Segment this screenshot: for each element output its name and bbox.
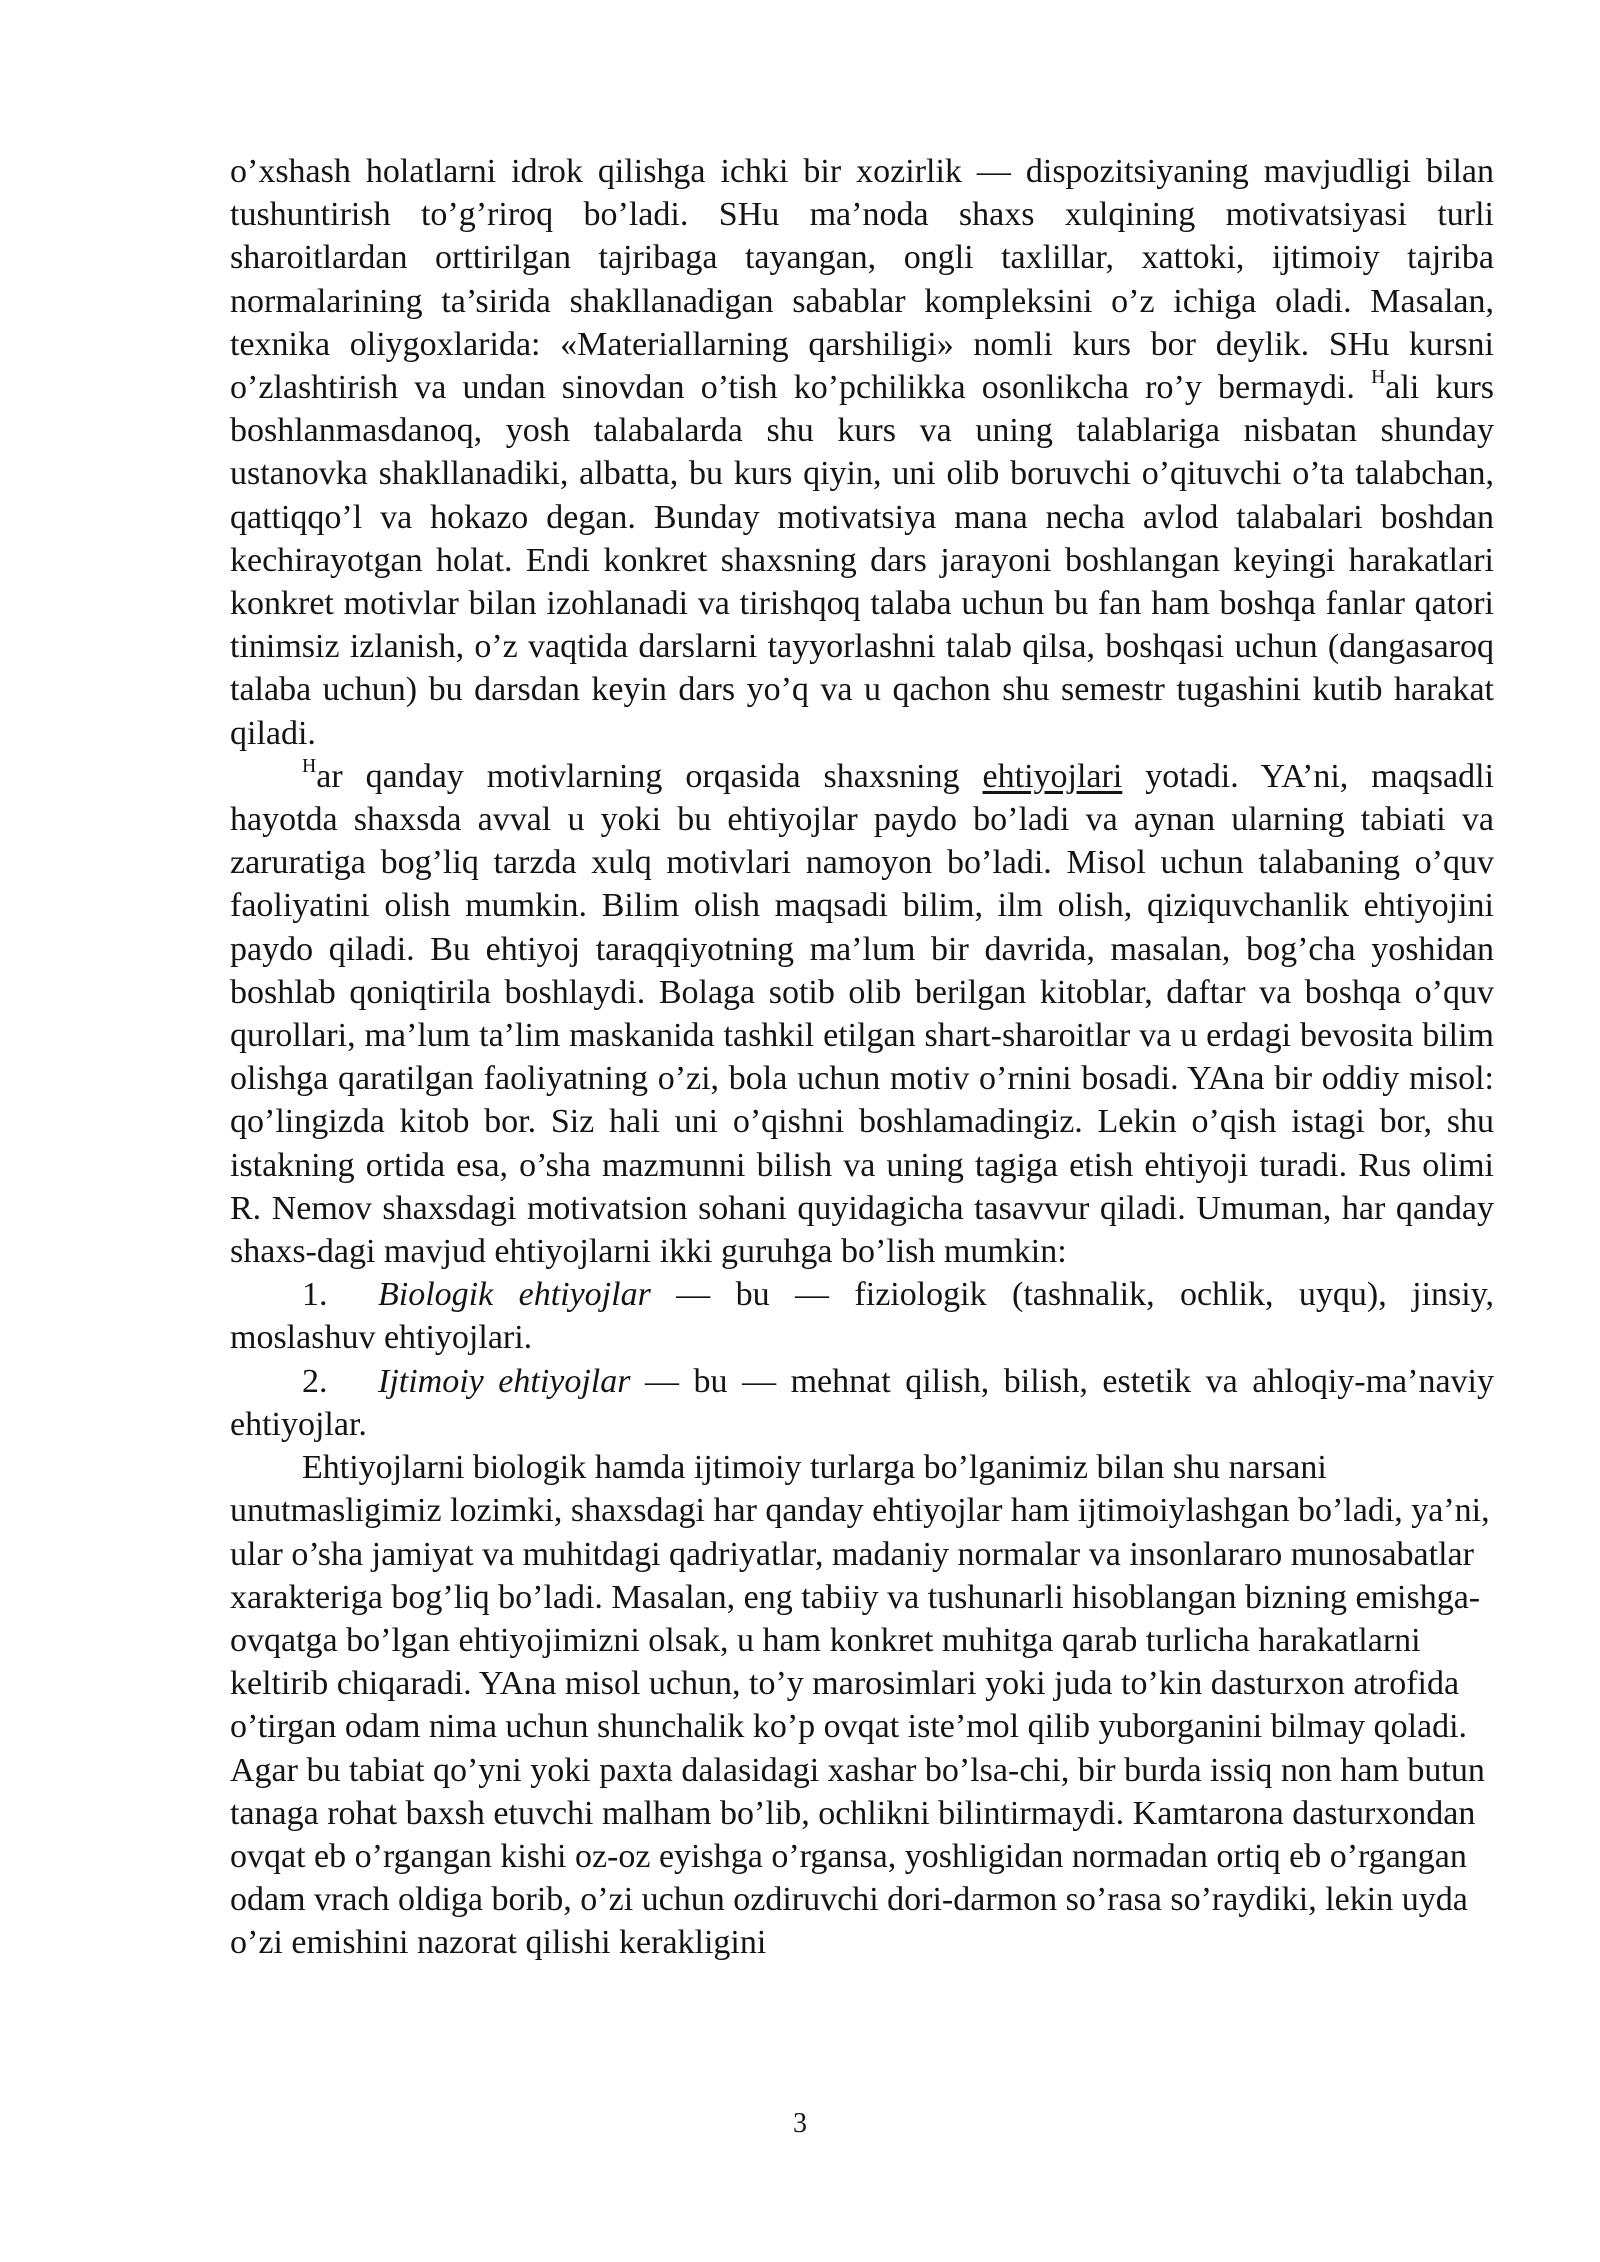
paragraph-text: o’xshash holatlarni idrok qilishga ichki bir xozirlik — dispozitsiyaning mavjudligi bilan tushuntirish to’g’riroq bo’ladi. SHu ma’noda shaxs xulqining motivatsiyasi turli sharoitlardan orttirilgan tajribaga tayangan, ongli taxlillar, xattoki, ijtimoiy tajriba normalarining ta’sirida shakllanadigan sabablar kompleksini o’z ichiga oladi. Masalan, texnika oliygoxlarida: «Materiallarning qarshiligi» nomli kurs bor deylik. SHu kursni o’zlashtirish va undan sinovdan o’tish ko’pchilikka osonlikcha ro’y bermaydi.	[230, 153, 1494, 407]
list-text: — bu — fiziologik (tashnalik, ochlik, uyqu), jinsiy, moslashuv ehtiyojlari.	[230, 1276, 1494, 1357]
list-term: Ijtimoiy ehtiyojlar	[378, 1362, 631, 1400]
list-text: — bu — mehnat qilish, bilish, estetik va ahloqiy-ma’naviy ehtiyojlar.	[230, 1362, 1494, 1443]
paragraph-text: ali kurs boshlanmasdanoq, yosh talabalarda shu kurs va uning talablariga nisbatan shunday ustanovka shakllanadiki, albatta, bu kurs qiyin, uni olib boruvchi o’qituvchi o’ta talabchan, qattiqqo’l va hokazo degan. Bunday motivatsiya mana necha avlod talabalari boshdan kechirayotgan holat. Endi konkret shaxsning dars jarayoni boshlangan keyingi harakatlari konkret motivlar bilan izohlanadi va tirishqoq talaba uchun bu fan ham boshqa fanlar qatori tinimsiz izlanish, o’z vaqtida darslarni tayyorlashni talab qilsa, boshqasi uchun (dangasaroq talaba uchun) bu darsdan keyin dars yo’q va u qachon shu semestr tugashini kutib harakat qiladi.	[230, 369, 1495, 752]
paragraph	[230, 755, 1494, 1273]
superscript-letter: H	[302, 755, 317, 778]
paragraph: Ehtiyojlarni biologik hamda ijtimoiy turlarga bo’lganimiz bilan shu narsani unutmasligimiz lozimki, shaxsdagi har qanday ehtiyojlar ham ijtimoiylashgan bo’ladi, ya’ni, ular o’sha jamiyat va muhitdagi qadriyatlar, madaniy normalar va insonlararo munosabatlar xarakteriga bog’liq bo’ladi. Masalan, eng tabiiy va tushunarli hisoblangan bizning emishga-ovqatga bo’lgan ehtiyojimizni olsak, u ham konkret muhitga qarab turlicha harakatlarni keltirib chiqaradi. YAna misol uchun, to’y marosimlari yoki juda to’kin dasturxon atrofida o’tirgan odam nima uchun shunchalik ko’p ovqat iste’mol qilib yuborganini bilmay qoladi. Agar bu tabiat qo’yni yoki paxta dalasidagi xashar bo’lsa-chi, bir burda issiq non ham butun tanaga rohat baxsh etuvchi malham bo’lib, ochlikni bilintirmaydi. Kamtarona dasturxondan ovqat eb o’rgangan kishi oz-oz eyishga o’rgansa, yoshligidan normadan ortiq eb o’rgangan odam vrach oldiga borib, o’zi uchun ozdiruvchi dori-darmon so’rasa so’raydiki, lekin uyda o’zi emishini nazorat qilishi kerakligini	[230, 1449, 1490, 1962]
list-number: 1.	[302, 1276, 328, 1314]
list-number: 2.	[302, 1362, 328, 1400]
list-item	[230, 1360, 1494, 1446]
paragraph-text: ar qanday motivlarning orqasida shaxsning	[316, 757, 983, 795]
page-number: 3	[793, 2108, 807, 2139]
underlined-term: ehtiyojlari	[982, 757, 1123, 795]
paragraph	[230, 150, 1494, 755]
superscript-letter: H	[1371, 366, 1386, 389]
list-item	[230, 1273, 1494, 1359]
document-page	[230, 150, 1494, 1965]
list-term: Biologik ehtiyojlar	[378, 1276, 651, 1314]
paragraph-text: yotadi. YA’ni, maqsadli hayotda shaxsda avval u yoki bu ehtiyojlar paydo bo’ladi va aynan ularning tabiati va zaruratiga bog’liq tarzda xulq motivlari namoyon bo’ladi. Misol uchun talabaning o’quv faoliyatini olish mumkin. Bilim olish maqsadi bilim, ilm olish, qiziquvchanlik ehtiyojini paydo qiladi. Bu ehtiyoj taraqqiyotning ma’lum bir davrida, masalan, bog’cha yoshidan boshlab qoniqtirila boshlaydi. Bolaga sotib olib berilgan kitoblar, daftar va boshqa o’quv qurollari, ma’lum ta’lim maskanida tashkil etilgan shart-sharoitlar va u erdagi bevosita bilim olishga qaratilgan faoliyatning o’zi, bola uchun motiv o’rnini bosadi. YAna bir oddiy misol: qo’lingizda kitob bor. Siz hali uni o’qishni boshlamadingiz. Lekin o’qish istagi bor, shu istakning ortida esa, o’sha mazmunni bilish va uning tagiga etish ehtiyoji turadi. Rus olimi R. Nemov shaxsdagi motivatsion sohani quyidagicha tasavvur qiladi. Umuman, har qanday shaxs-dagi mavjud ehtiyojlarni ikki guruhga bo’lish mumkin:	[230, 757, 1495, 1271]
